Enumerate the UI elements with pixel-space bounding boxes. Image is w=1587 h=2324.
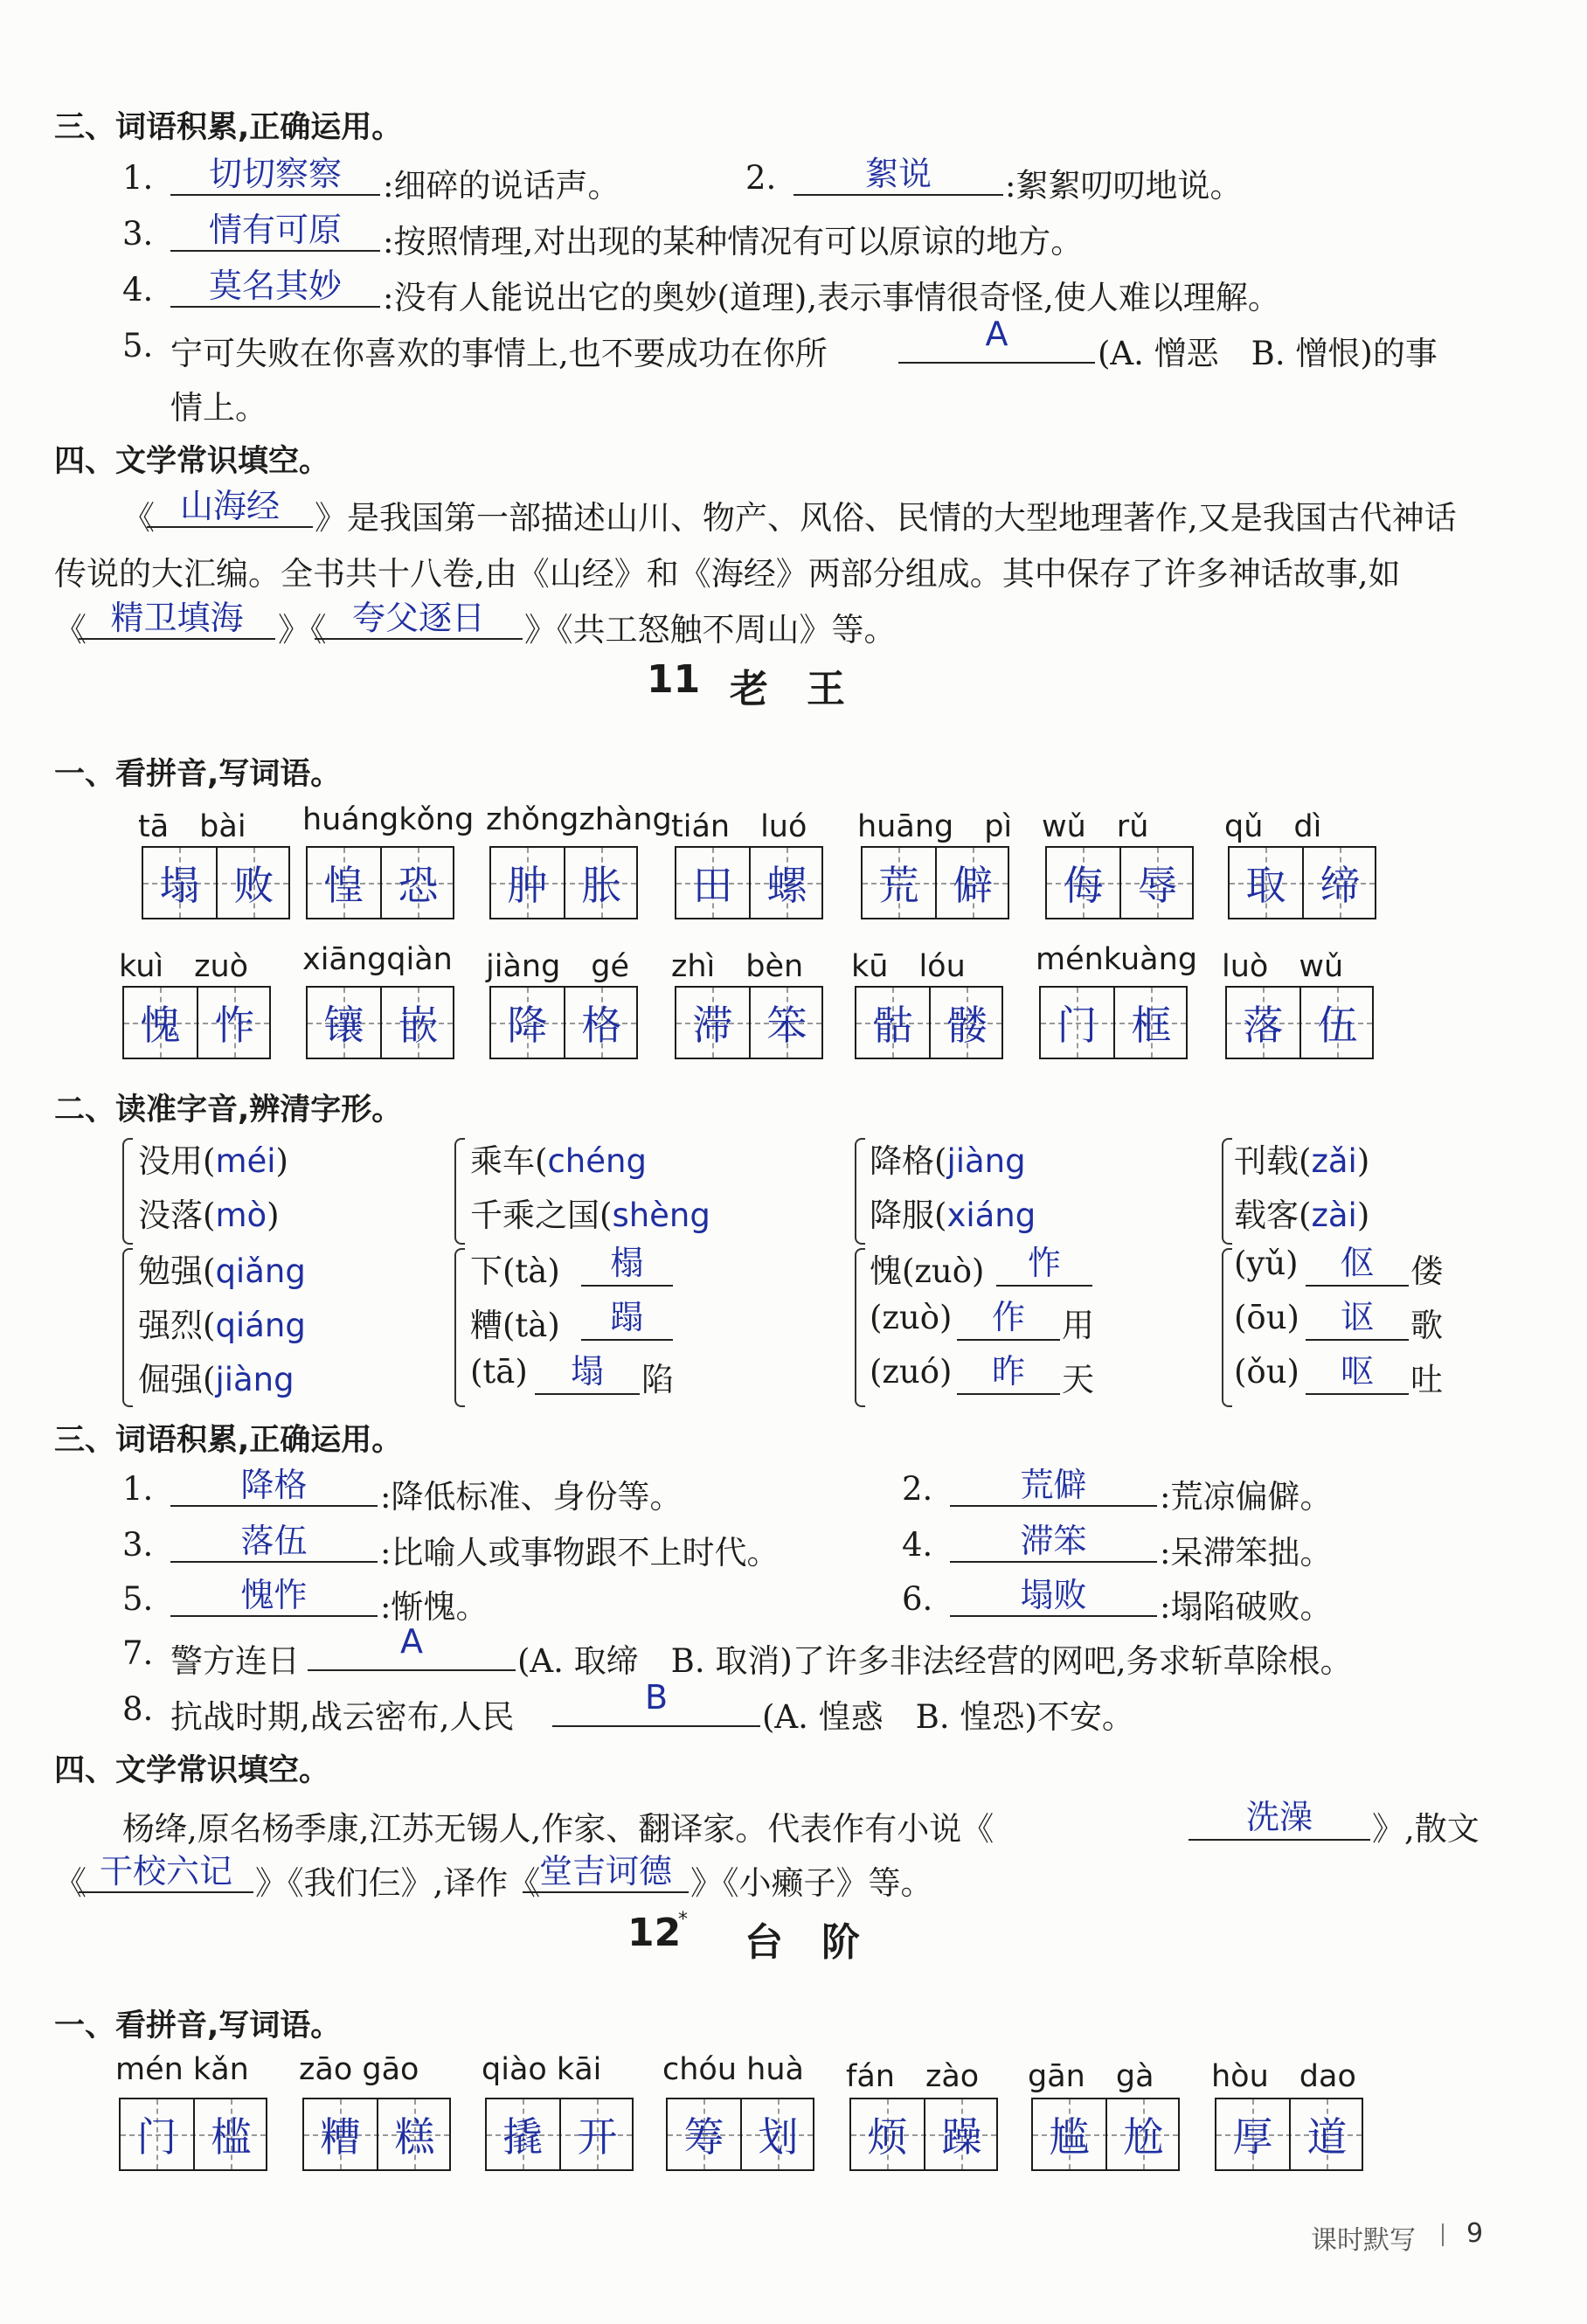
pinyin-label: wǔ rǔ <box>1042 809 1149 844</box>
lesson12-star: * <box>678 1909 688 1931</box>
char-grid <box>302 2098 451 2171</box>
pinyin-label: gān gà <box>1028 2059 1154 2094</box>
grid-char-1: 骷 <box>856 988 931 1058</box>
pinyin-label: qiào kāi <box>482 2052 602 2087</box>
footer-label: 课时默写 <box>1311 2225 1416 2256</box>
grid-char-1: 撬 <box>487 2099 561 2169</box>
lesson11-number: 11 <box>647 657 701 702</box>
grid-char-1: 田 <box>676 848 751 918</box>
l11-item1-num: 1. <box>122 1470 154 1508</box>
grid-char-2: 恐 <box>398 862 439 909</box>
l11-item3-answer: 落伍 <box>240 1522 308 1560</box>
char-grid <box>119 2098 267 2171</box>
s10-p3-answer1: 精卫填海 <box>110 599 244 637</box>
s10-item2-text: :絮絮叨叨地说。 <box>1005 167 1243 205</box>
l11-item6-text: :塌陷破败。 <box>1160 1588 1333 1626</box>
char-grid <box>489 986 638 1059</box>
lesson11-title: 老 王 <box>730 667 845 711</box>
grid-char-1: 落 <box>1227 988 1301 1058</box>
l11-sec1-heading: 一、看拼音,写词语。 <box>54 757 342 792</box>
l11-item2-num: 2. <box>902 1470 933 1508</box>
g4-line2: 载客(zài) <box>1234 1197 1370 1234</box>
g7-line2-pre: (zuò) <box>870 1299 953 1336</box>
s10-q5-post: (A. 憎恶 B. 憎恨)的事 <box>1098 335 1438 372</box>
char-grid <box>849 2098 998 2171</box>
char-grid <box>1228 846 1376 919</box>
l11-sec4-heading: 四、文学常识填空。 <box>54 1753 330 1788</box>
s10-q5-pre: 宁可失败在你喜欢的事情上,也不要成功在你所 <box>170 335 828 372</box>
char-grid <box>675 846 823 919</box>
pinyin-label: ménkuàng <box>1036 942 1198 977</box>
g7-line3-answer: 昨 <box>991 1352 1025 1391</box>
l11-q7-post: (A. 取缔 B. 取消)了许多非法经营的网吧,务求斩草除根。 <box>517 1642 1353 1680</box>
g5-line2: 强烈(qiáng <box>138 1307 306 1344</box>
char-grid <box>855 986 1003 1059</box>
l11-q7-answer: A <box>400 1622 423 1661</box>
l11-q7-line <box>308 1669 516 1671</box>
s10-item2-answer: 絮说 <box>864 155 932 193</box>
pinyin-label: jiàng gé <box>486 949 630 984</box>
g8-line3-ul <box>1306 1393 1409 1395</box>
s10-item4-text: :没有人能说出它的奥妙(道理),表示事情很奇怪,使人难以理解。 <box>383 279 1280 316</box>
s10-p2: 传说的大汇编。全书共十八卷,由《山经》和《海经》两部分组成。其中保存了许多神话故事,如 <box>54 555 1401 593</box>
grid-char-1: 降 <box>491 988 565 1058</box>
g2-line1: 乘车(chéng <box>470 1142 647 1180</box>
l11-p2-end: 》《小癞子》等。 <box>690 1864 933 1902</box>
grid-char-1: 门 <box>121 2099 195 2169</box>
footer-divider <box>1442 2223 1444 2246</box>
g8-line1-post: 偻 <box>1410 1252 1443 1290</box>
g6-line2-pre: 糟(tà) <box>470 1307 560 1344</box>
grid-char-1: 滞 <box>676 988 751 1058</box>
g4-line1: 刊载(zǎi) <box>1234 1142 1370 1180</box>
s10-item3-answer: 情有可原 <box>208 211 342 249</box>
grid-char-1: 惶 <box>308 848 382 918</box>
char-grid <box>306 846 454 919</box>
g6-line2-answer: 蹋 <box>610 1298 644 1336</box>
char-grid <box>666 2098 814 2171</box>
grid-char-1: 塌 <box>143 848 218 918</box>
l11-item1-text: :降低标准、身份等。 <box>380 1478 683 1516</box>
char-grid <box>861 846 1009 919</box>
l11-sec3-heading: 三、词语积累,正确运用。 <box>54 1423 403 1458</box>
s10-p3-answer2: 夸父逐日 <box>351 599 485 637</box>
grid-char-1: 烦 <box>851 2099 925 2169</box>
g2-line2: 千乘之国(shèng <box>470 1197 710 1234</box>
grid-char-2: 髅 <box>946 1002 988 1049</box>
char-grid <box>1031 2098 1180 2171</box>
grid-char-1: 侮 <box>1047 848 1121 918</box>
g7-line2-answer: 作 <box>991 1298 1025 1336</box>
g1-line1: 没用(méi) <box>138 1142 288 1180</box>
s10-item2-num: 2. <box>745 159 777 197</box>
g8-line2-answer: 讴 <box>1340 1298 1374 1336</box>
l11-item3-text: :比喻人或事物跟不上时代。 <box>380 1534 780 1571</box>
l11-q8-post: (A. 惶惑 B. 惶恐)不安。 <box>762 1698 1134 1736</box>
grid-char-2: 螺 <box>766 862 807 909</box>
l11-item4-num: 4. <box>902 1526 933 1564</box>
grid-char-1: 肿 <box>491 848 565 918</box>
grid-char-2: 败 <box>233 862 274 909</box>
grid-char-2: 辱 <box>1137 862 1178 909</box>
l11-q8-line <box>552 1725 760 1727</box>
pinyin-label: mén kǎn <box>115 2052 249 2087</box>
pinyin-label: luò wǔ <box>1222 949 1344 984</box>
g6-line3-ul <box>535 1393 640 1395</box>
grid-char-2: 划 <box>758 2113 799 2161</box>
l11-p1-line <box>1189 1839 1370 1841</box>
g8-line1-ul <box>1306 1285 1409 1287</box>
g7-line3-ul <box>957 1393 1060 1395</box>
g7-line1-pre: 愧(zuò) <box>870 1252 985 1290</box>
l11-item4-answer: 滞笨 <box>1020 1522 1087 1560</box>
char-grid <box>1215 2098 1363 2171</box>
l11-p2-answer1: 干校六记 <box>99 1852 232 1890</box>
s10-item1-num: 1. <box>122 159 154 197</box>
char-grid <box>489 846 638 919</box>
g5-line1: 勉强(qiǎng <box>138 1252 306 1290</box>
l11-item6-num: 6. <box>902 1580 933 1618</box>
l11-item6-answer: 塌败 <box>1020 1576 1087 1614</box>
s10-sec3-heading: 三、词语积累,正确运用。 <box>54 110 403 145</box>
l11-q8-pre: 抗战时期,战云密布,人民 <box>170 1698 515 1736</box>
grid-char-2: 框 <box>1131 1002 1172 1049</box>
g3-line1: 降格(jiàng <box>870 1142 1026 1180</box>
pinyin-label: chóu huà <box>662 2052 804 2087</box>
grid-char-2: 胀 <box>581 862 622 909</box>
pinyin-label: huángkǒng <box>302 802 475 837</box>
pinyin-label: zhì bèn <box>671 949 804 984</box>
pinyin-label: fán zào <box>846 2059 980 2094</box>
grid-char-2: 怍 <box>214 1002 255 1049</box>
g8-line2-pre: (ōu) <box>1234 1299 1299 1336</box>
l11-q7-num: 7. <box>122 1634 154 1672</box>
l11-p2-open: 《 <box>54 1864 87 1902</box>
s10-q5-num: 5. <box>122 327 154 364</box>
g6-line3-post: 陷 <box>641 1361 674 1398</box>
g6-line1-ul <box>581 1285 673 1287</box>
grid-char-1: 镶 <box>308 988 382 1058</box>
grid-char-2: 伍 <box>1317 1002 1358 1049</box>
brace-g6 <box>454 1248 465 1407</box>
pinyin-label: kū lóu <box>851 949 966 984</box>
s10-item3-text: :按照情理,对出现的某种情况有可以原谅的地方。 <box>383 223 1084 260</box>
pinyin-label: tián luó <box>671 809 807 844</box>
pinyin-label: zāo gāo <box>299 2052 419 2087</box>
footer-page-number: 9 <box>1466 2218 1484 2249</box>
grid-char-1: 厚 <box>1216 2099 1291 2169</box>
l11-q8-num: 8. <box>122 1690 154 1728</box>
s10-q5-line2: 情上。 <box>170 389 267 427</box>
char-grid <box>1225 986 1374 1059</box>
g1-line2: 没落(mò) <box>138 1197 280 1234</box>
pinyin-label: huāng pì <box>857 809 1013 844</box>
s10-p3-rest: 》《共工怒触不周山》等。 <box>524 611 897 649</box>
g6-line2-ul <box>581 1339 673 1341</box>
pinyin-label: qǔ dì <box>1224 809 1322 844</box>
l11-item2-answer: 荒僻 <box>1020 1466 1087 1504</box>
grid-char-2: 道 <box>1306 2113 1348 2161</box>
grid-char-2: 尬 <box>1123 2113 1164 2161</box>
s10-q5-answer: A <box>985 315 1008 353</box>
s10-item4-num: 4. <box>122 271 154 309</box>
s10-p1-rest: 》是我国第一部描述山川、物产、风俗、民情的大型地理著作,又是我国古代神话 <box>315 499 1457 537</box>
grid-char-2: 笨 <box>766 1002 807 1049</box>
grid-char-1: 取 <box>1230 848 1304 918</box>
l11-sec2-heading: 二、读准字音,辨清字形。 <box>54 1093 403 1127</box>
s10-p3-open: 《 <box>54 611 87 649</box>
l11-q7-pre: 警方连日 <box>170 1642 300 1680</box>
grid-char-2: 糕 <box>394 2113 435 2161</box>
g7-line3-pre: (zuó) <box>870 1353 953 1391</box>
char-grid <box>1045 846 1194 919</box>
brace-g8 <box>1222 1248 1232 1407</box>
l11-item1-answer: 降格 <box>240 1466 308 1504</box>
l11-item4-text: :呆滞笨拙。 <box>1160 1534 1333 1571</box>
s10-p1-answer: 山海经 <box>179 487 280 525</box>
g8-line3-post: 吐 <box>1410 1361 1443 1398</box>
l11-p1-answer: 洗澡 <box>1245 1798 1313 1836</box>
g7-line1-answer: 怍 <box>1027 1244 1061 1282</box>
pinyin-label: zhǒngzhàng <box>486 802 672 837</box>
grid-char-2: 开 <box>577 2113 618 2161</box>
l11-item2-text: :荒凉偏僻。 <box>1160 1478 1333 1516</box>
char-grid <box>306 986 454 1059</box>
grid-char-1: 愧 <box>124 988 198 1058</box>
char-grid <box>485 2098 634 2171</box>
grid-char-2: 格 <box>581 1002 622 1049</box>
s10-item4-answer: 莫名其妙 <box>208 267 342 305</box>
g6-line3-pre: (tā) <box>470 1353 528 1391</box>
s10-p1-open: 《 <box>122 499 155 537</box>
g8-line2-ul <box>1306 1339 1409 1341</box>
grid-char-1: 门 <box>1041 988 1115 1058</box>
char-grid <box>1039 986 1188 1059</box>
g5-line3: 倔强(jiàng <box>138 1361 295 1398</box>
brace-g1 <box>122 1138 133 1245</box>
g7-line3-post: 天 <box>1062 1361 1094 1398</box>
brace-g4 <box>1222 1138 1232 1245</box>
g8-line1-answer: 伛 <box>1340 1244 1374 1282</box>
s10-q5-line <box>898 362 1095 364</box>
grid-char-1: 尴 <box>1033 2099 1107 2169</box>
pinyin-label: hòu dao <box>1211 2059 1356 2094</box>
g7-line1-ul <box>996 1285 1092 1287</box>
s10-item3-num: 3. <box>122 215 154 253</box>
grid-char-1: 荒 <box>863 848 937 918</box>
grid-char-2: 缔 <box>1320 862 1361 909</box>
brace-g5 <box>122 1248 133 1407</box>
s10-p3-mid: 》《 <box>278 611 327 649</box>
l12-sec1-heading: 一、看拼音,写词语。 <box>54 2008 342 2043</box>
grid-char-1: 筹 <box>668 2099 742 2169</box>
brace-g7 <box>855 1248 865 1407</box>
s10-item1-answer: 切切察察 <box>208 155 342 193</box>
g7-line2-ul <box>957 1339 1060 1341</box>
grid-char-2: 躁 <box>941 2113 982 2161</box>
g3-line2: 降服(xiáng <box>870 1197 1036 1234</box>
grid-char-1: 糟 <box>304 2099 378 2169</box>
g8-line3-pre: (ǒu) <box>1234 1353 1299 1391</box>
char-grid <box>675 986 823 1059</box>
brace-g2 <box>454 1138 465 1245</box>
l11-item3-num: 3. <box>122 1526 154 1564</box>
g6-line3-answer: 塌 <box>570 1352 604 1391</box>
g8-line2-post: 歌 <box>1410 1307 1443 1344</box>
l11-q8-answer: B <box>644 1678 669 1717</box>
brace-g3 <box>855 1138 865 1245</box>
pinyin-label: xiāngqiàn <box>302 942 453 977</box>
char-grid <box>122 986 271 1059</box>
g8-line1-pre: (yǔ) <box>1234 1245 1299 1282</box>
g8-line3-answer: 呕 <box>1340 1352 1374 1391</box>
pinyin-label: tā bài <box>138 809 246 844</box>
l11-p1-end: 》,散文 <box>1372 1810 1480 1848</box>
s10-sec4-heading: 四、文学常识填空。 <box>54 444 330 479</box>
grid-char-2: 僻 <box>953 862 994 909</box>
l11-item5-num: 5. <box>122 1580 154 1618</box>
l11-p2-mid: 》《我们仨》,译作《 <box>255 1864 541 1902</box>
pinyin-label: kuì zuò <box>119 949 249 984</box>
g7-line2-post: 用 <box>1062 1307 1094 1344</box>
g6-line1-answer: 榻 <box>610 1244 644 1282</box>
grid-char-2: 嵌 <box>398 1002 439 1049</box>
l11-p1: 杨绛,原名杨季康,江苏无锡人,作家、翻译家。代表作有小说《 <box>122 1810 994 1848</box>
char-grid <box>142 846 290 919</box>
l11-item5-answer: 愧怍 <box>240 1576 308 1614</box>
l11-p2-answer2: 堂吉诃德 <box>538 1852 672 1890</box>
grid-char-2: 槛 <box>211 2113 252 2161</box>
g6-line1-pre: 下(tà) <box>470 1252 560 1290</box>
s10-item1-text: :细碎的说话声。 <box>383 167 620 205</box>
lesson12-title: 台 阶 <box>745 1920 860 1965</box>
lesson12-number: 12 <box>627 1911 682 1955</box>
l11-item5-text: :惭愧。 <box>380 1588 489 1626</box>
